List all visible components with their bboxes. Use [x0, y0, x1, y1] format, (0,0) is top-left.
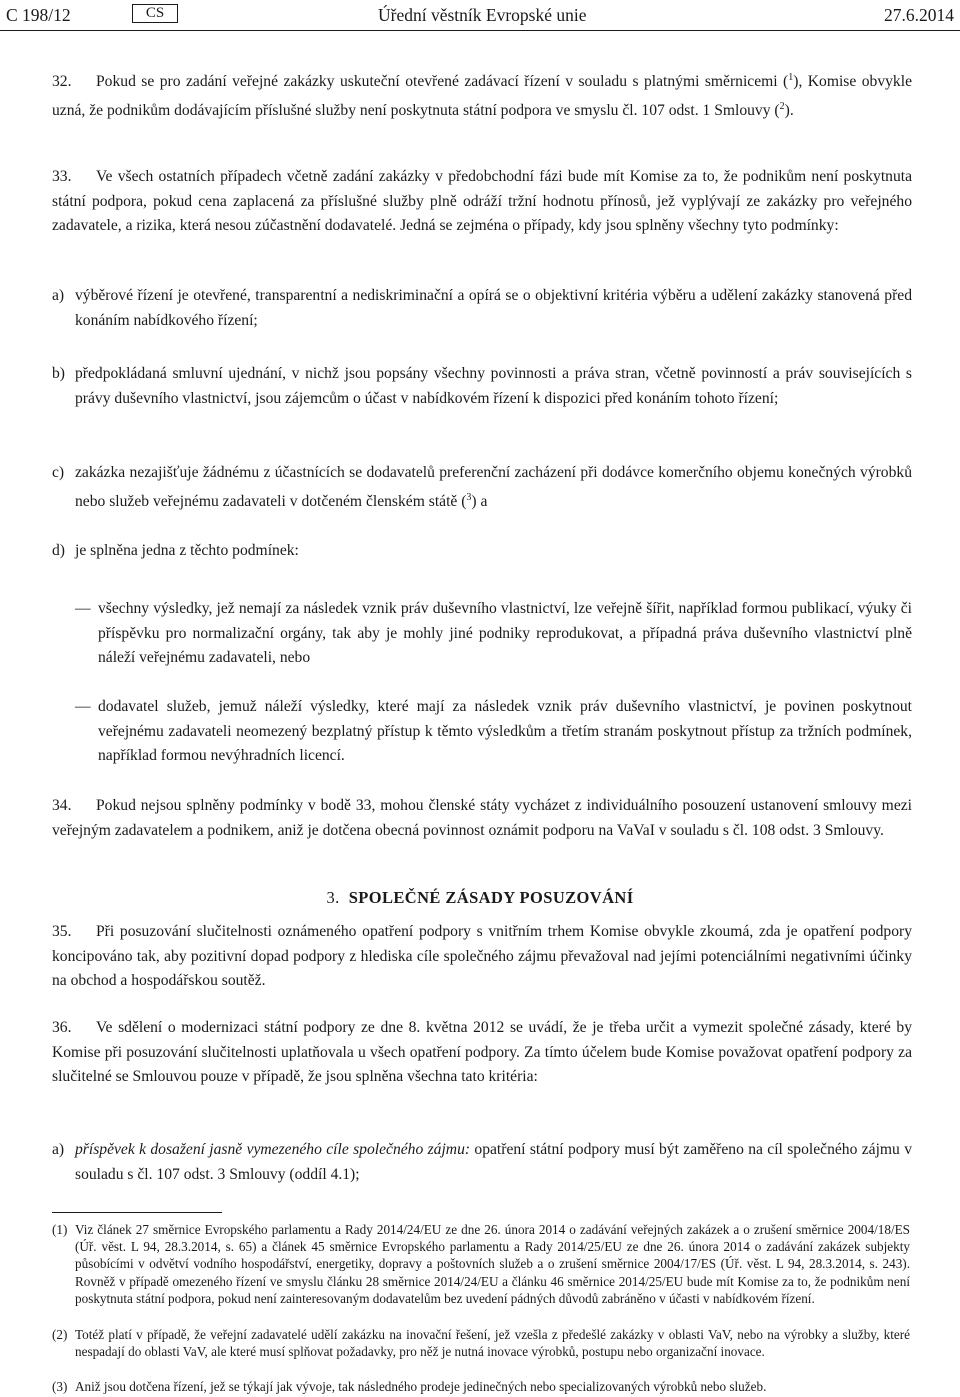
journal-reference: C 198/12 — [6, 5, 71, 25]
condition-item — [52, 461, 912, 514]
item-text: zakázka nezajišťuje žádnému z účastnících se dodavatelů preferenční zacházení při dodávce komerčního objemu konečných výrobků nebo služeb veřejnému zadavateli v dotčeném členském státě ( — [75, 464, 912, 510]
condition-item — [52, 284, 912, 333]
item-label: a) — [52, 1141, 65, 1158]
paragraph-35 — [52, 920, 912, 994]
paragraph-text: Ve sdělení o modernizaci státní podpory ze dne 8. května 2012 se uvádí, že je třeba určit a vymezit společné zásady, které by Komise při posuzování slučitelnosti uplatňovala u všech opatření podpory. Za tímto účelem bude Komise považovat opatření podpory za slučitelné se Smlouvou pouze v případě, že jsou splněna všechna tato kritéria: — [52, 1019, 912, 1085]
footnote-label: (2) — [52, 1327, 68, 1342]
dash-item — [52, 695, 912, 769]
section-title: SPOLEČNÉ ZÁSADY POSUZOVÁNÍ — [348, 888, 634, 907]
item-text: výběrové řízení je otevřené, transparentní a nediskriminační a opírá se o objektivní kritéria výběru a udělení zakázky stanovená před konáním nabídkového řízení; — [75, 287, 912, 329]
page-header — [0, 0, 960, 34]
footnote-label: (1) — [52, 1222, 68, 1237]
section-number: 3. — [326, 888, 340, 907]
footnote-text: Aniž jsou dotčena řízení, jež se týkají jak vývoje, tak následného prodeje jedinečných nebo specializovaných výrobků nebo služeb. — [75, 1379, 767, 1394]
paragraph-number: 33. — [52, 168, 72, 185]
publication-date: 27.6.2014 — [884, 5, 954, 25]
item-label: d) — [52, 542, 65, 559]
paragraph-text: Ve všech ostatních případech včetně zadání zakázky v předobchodní fázi bude mít Komise za to, že podnikům není poskytnuta státní podpora, pokud cena zaplacená za příslušné služby plně odráží tržní hodnotu přínosů, jež vyplývají ze zakázky pro veřejného zadavatele, a rizika, která nesou zúčastnění dodavatelé. Jedná se zejména o případy, kdy jsou splněny všechny tyto podmínky: — [52, 168, 912, 234]
paragraph-text: Při posuzování slučitelnosti oznámeného opatření podpory s vnitřním trhem Komise obvykle zkoumá, zda je opatření podpory koncipováno tak, aby pozitivní dopad podpory z hlediska cíle společného zájmu převažoval nad jejími potenciálními negativními účinky na obchod a hospodářskou soutěž. — [52, 923, 912, 989]
footnote-ref[interactable]: 3 — [466, 491, 472, 503]
dash-text: dodavatel služeb, jemuž náleží výsledky, které mají za následek vznik práv duševního vlastnictví, je povinen poskytnout veřejnému zadavateli neomezený bezplatný přístup k těmto výsledkům a třetím stranám poskytnout přístup za tržních podmínek, například formou nevýhradních licencí. — [98, 698, 912, 764]
item-text: ) a — [471, 492, 488, 510]
header-rule — [0, 30, 960, 31]
condition-item — [52, 539, 912, 564]
item-label: b) — [52, 365, 65, 382]
item-text: opatření státní podpory musí být zaměřeno na cíl společného zájmu v souladu s čl. 107 odst. 3 Smlouvy (oddíl 4.1); — [75, 1141, 912, 1183]
footnote-label: (3) — [52, 1379, 68, 1394]
paragraph-number: 35. — [52, 923, 72, 940]
paragraph-number: 32. — [52, 73, 72, 91]
footnote-text: Viz článek 27 směrnice Evropského parlamentu a Rady 2014/24/EU ze dne 26. února 2014 o zadávání veřejných zakázek a o zrušení směrnice 2004/18/ES (Úř. věst. L 94, 28.3.2014, s. 65) a článek 45 směrnice Evropského parlamentu a Rady 2014/25/EU ze dne 26. února 2014 o zadávání zakázek subjekty působícími v odvětví vodního hospodářství, energetiky, dopravy a poštovních služeb a o zrušení směrnice 2004/17/ES (Úř. věst. L 94, 28.3.2014, s. 243). Rovněž v případě omezeného řízení ve smyslu článku 28 směrnice 2014/24/EU a článku 46 směrnice 2014/25/EU bude mít Komise za to, že podnikům není poskytnuta státní podpora, pokud není zainteresovaným dodavatelům bez uvedení pádných důvodů zabráněno v účasti v nabídkovém řízení. — [75, 1222, 910, 1306]
footnote — [52, 1326, 910, 1360]
paragraph-34 — [52, 794, 912, 843]
paragraph-36 — [52, 1016, 912, 1090]
item-label: c) — [52, 464, 65, 481]
paragraph-text: Pokud nejsou splněny podmínky v bodě 33, mohou členské státy vycházet z individuálního posouzení ustanovení smlouvy mezi veřejným zadavatelem a podnikem, aniž je dotčena obecná povinnost oznámit podporu na VaVaI v souladu s čl. 108 odst. 3 Smlouvy. — [52, 797, 912, 839]
footnote — [52, 1221, 910, 1307]
paragraph-number: 36. — [52, 1019, 72, 1036]
item-text: předpokládaná smluvní ujednání, v nichž jsou popsány všechny povinnosti a práva stran, včetně povinností a práv souvisejících s právy duševního vlastnictví, jsou zájemcům o účast v nabídkovém řízení k dispozici před konáním tohoto řízení; — [75, 365, 912, 407]
footnote-rule — [52, 1212, 222, 1213]
criterion-item — [52, 1138, 912, 1187]
dash-text: všechny výsledky, jež nemají za následek vznik práv duševního vlastnictví, lze veřejně šířit, například formou publikací, výuky či příspěvku pro normalizační orgány, tak aby je mohly jiné podniky reprodukovat, a případná práva duševního vlastnictví plně náleží veřejnému zadavateli, nebo — [98, 600, 912, 666]
paragraph-text: Pokud se pro zadání veřejné zakázky uskuteční otevřené zadávací řízení v souladu s platnými směrnicemi ( — [96, 73, 789, 91]
section-heading — [0, 888, 960, 908]
paragraph-text: ), Komise obvykle uzná, že podnikům dodávajícím příslušné služby není poskytnuta státní podpora ve smyslu čl. 107 odst. 1 Smlouvy ( — [52, 73, 912, 119]
dash-item — [52, 597, 912, 671]
paragraph-text: ). — [784, 101, 794, 119]
paragraph-32 — [52, 66, 912, 123]
item-text: je splněna jedna z těchto podmínek: — [75, 542, 299, 559]
condition-item — [52, 362, 912, 411]
paragraph-33 — [52, 165, 912, 239]
language-box: CS — [132, 4, 178, 23]
item-label: a) — [52, 287, 65, 304]
footnote-text: Totéž platí v případě, že veřejní zadavatelé udělí zakázku na inovační řešení, jež vzešla z předešlé zakázky v oblasti VaV, nebo na výrobky a služby, které nespadají do oblasti VaV, ale které musí splňovat požadavky, pro něž je nutná inovace výrobků, postupu nebo organizační inovace. — [75, 1327, 910, 1360]
paragraph-number: 34. — [52, 797, 72, 814]
footnote — [52, 1378, 910, 1395]
journal-title: Úřední věstník Evropské unie — [378, 5, 587, 25]
criterion-title: příspěvek k dosažení jasně vymezeného cíle společného zájmu: — [75, 1141, 471, 1158]
footnote-ref[interactable]: 2 — [779, 100, 785, 112]
dash-marker: — — [75, 600, 91, 617]
dash-marker: — — [75, 698, 91, 715]
footnote-ref[interactable]: 1 — [788, 72, 794, 83]
